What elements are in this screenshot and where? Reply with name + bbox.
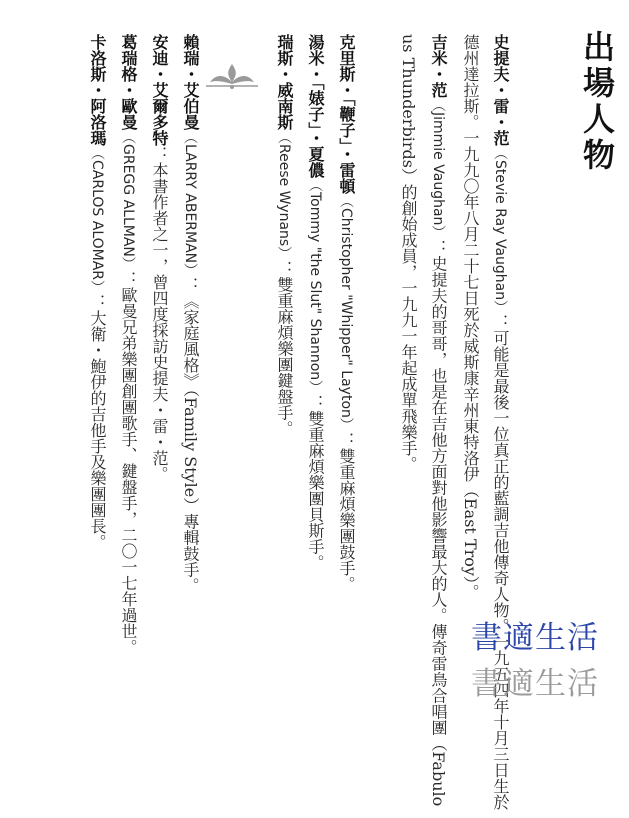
character-latin-name: （Tommy "the Slut" Shannon） bbox=[307, 178, 323, 395]
character-description: ：雙重麻煩樂團貝斯手。 bbox=[306, 394, 325, 571]
character-latin-name: （LARRY ABERMAN） bbox=[182, 130, 198, 278]
character-name: 賴瑞・艾伯曼 bbox=[181, 34, 200, 130]
fleuron-ornament-icon bbox=[204, 60, 260, 90]
character-latin-name: （Jimmie Vaughan） bbox=[430, 98, 446, 240]
character-latin-name: （CARLOS ALOMAR） bbox=[89, 146, 105, 295]
character-description: ：史提夫的哥哥，也是在吉他方面對他影響最大的人。傳奇雷鳥合唱團（Fabulous Thunderbirds）的創始成員，一九九一年起成單飛樂手。 bbox=[399, 34, 448, 807]
character-description: ：歐曼兄弟樂團創團歌手、鍵盤手，二〇一七年過世。 bbox=[119, 270, 138, 655]
character-description: ：可能是最後一位真正的藍調吉他傳奇人物。一九五四年十月三日生於德州達拉斯。一九九〇年八月二十七日死於威斯康辛州東特洛伊（East Troy）。 bbox=[461, 34, 510, 811]
character-name: 史提夫・雷・范 bbox=[491, 34, 510, 146]
character-latin-name: （Christopher "Whipper" Layton） bbox=[338, 194, 354, 432]
character-description: ：《家庭風格》（Family Style）專輯鼓手。 bbox=[181, 277, 200, 594]
character-latin-name: （Reese Wynans） bbox=[276, 130, 292, 261]
character-name: 安迪・艾爾多特 bbox=[150, 34, 169, 146]
watermark-primary: 書適生活 bbox=[471, 620, 599, 656]
character-name: 湯米・「婊子」・夏儂 bbox=[306, 34, 325, 178]
character-name: 吉米・范 bbox=[429, 34, 448, 98]
character-entry-6 bbox=[175, 34, 205, 814]
character-entry-4 bbox=[300, 34, 330, 814]
character-name: 卡洛斯・阿洛瑪 bbox=[88, 34, 107, 146]
character-entry-2 bbox=[393, 34, 453, 814]
character-entry-8 bbox=[113, 34, 143, 814]
character-entry-7 bbox=[144, 34, 174, 814]
character-name: 瑞斯・威南斯 bbox=[275, 34, 294, 130]
character-entry-9 bbox=[82, 34, 112, 814]
character-latin-name: （Stevie Ray Vaughan） bbox=[492, 146, 508, 315]
page-title: 出場人物 bbox=[578, 30, 616, 174]
character-name: 葛瑞格・歐曼 bbox=[119, 34, 138, 130]
character-entry-3 bbox=[331, 34, 361, 814]
character-latin-name: （GREGG ALLMAN） bbox=[120, 130, 136, 271]
character-entry-5 bbox=[269, 34, 299, 814]
character-description: ：本書作者之一，曾四度採訪史提夫・雷・范。 bbox=[150, 146, 169, 482]
character-name: 克里斯・「鞭子」・雷頓 bbox=[337, 34, 356, 194]
watermark-secondary: 書適生活 bbox=[471, 666, 599, 702]
character-description: ：雙重麻煩樂團鍵盤手。 bbox=[275, 260, 294, 437]
character-description: ：雙重麻煩樂團鼓手。 bbox=[337, 431, 356, 592]
character-description: ：大衛・鮑伊的吉他手及樂團團長。 bbox=[88, 294, 107, 551]
